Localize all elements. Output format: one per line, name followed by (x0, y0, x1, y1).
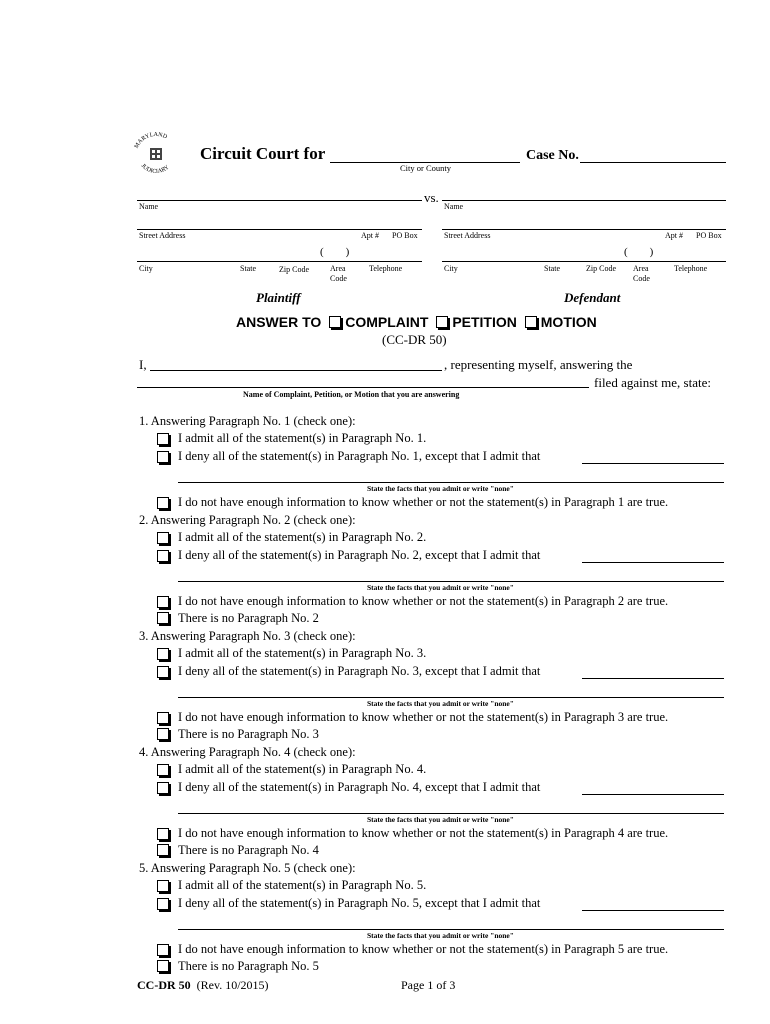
paragraph-1-admit-facts-field[interactable] (582, 463, 724, 464)
pleading-name-field[interactable] (137, 387, 589, 388)
paragraph-3-admit-checkbox[interactable] (157, 648, 169, 660)
intro-filed-against: filed against me, state: (594, 375, 711, 390)
footer-page-number: Page 1 of 3 (401, 978, 456, 992)
pleading-caption: Name of Complaint, Petition, or Motion that you are answering (243, 390, 460, 399)
paragraph-2-noinfo-checkbox[interactable] (157, 596, 169, 608)
paragraph-4-none-checkbox[interactable] (157, 844, 169, 856)
footer-form-code: CC-DR 50 (137, 978, 191, 992)
paragraph-4-admit-facts-field[interactable] (582, 794, 724, 795)
paragraph-3-noinfo-checkbox[interactable] (157, 712, 169, 724)
plaintiff-telephone-caption: Telephone (369, 264, 403, 273)
footer-revision: (Rev. 10/2015) (196, 978, 269, 992)
paragraph-1-deny-checkbox[interactable] (157, 451, 169, 463)
paragraph-4-heading: 4. Answering Paragraph No. 4 (check one): (139, 745, 356, 759)
paragraph-1-admit-facts-line[interactable] (178, 482, 724, 483)
answer-to-label: ANSWER TO (236, 314, 322, 330)
plaintiff-street-caption: Street Address (139, 231, 186, 240)
defendant-area-paren: ( ) (624, 246, 654, 258)
paragraph-4-admit-text: I admit all of the statement(s) in Paragraph No. 4. (178, 762, 427, 776)
filer-name-field[interactable] (150, 370, 442, 371)
plaintiff-city-caption: City (139, 264, 153, 273)
defendant-area-caption: Area (633, 264, 649, 273)
plaintiff-pobox-caption: PO Box (392, 231, 418, 240)
paragraph-4-admit-facts-line[interactable] (178, 813, 724, 814)
plaintiff-label: Plaintiff (256, 290, 301, 305)
defendant-apt-caption: Apt # (665, 231, 683, 240)
vs-label: vs. (424, 190, 439, 205)
defendant-street-field[interactable] (442, 229, 726, 230)
paragraph-5-deny-text: I deny all of the statement(s) in Paragraph No. 5, except that I admit that (178, 896, 541, 910)
paragraph-2-admit-checkbox[interactable] (157, 532, 169, 544)
paragraph-1-admit-text: I admit all of the statement(s) in Paragraph No. 1. (178, 431, 427, 445)
paragraph-5-admit-facts-line[interactable] (178, 929, 724, 930)
paragraph-2-none-text: There is no Paragraph No. 2 (178, 611, 319, 625)
defendant-state-caption: State (544, 264, 560, 273)
paragraph-2-admit-text: I admit all of the statement(s) in Paragraph No. 2. (178, 530, 427, 544)
plaintiff-code-caption: Code (330, 274, 347, 283)
plaintiff-area-caption: Area (330, 264, 346, 273)
paragraph-2-admit-facts-line[interactable] (178, 581, 724, 582)
paragraph-1-heading: 1. Answering Paragraph No. 1 (check one): (139, 414, 356, 428)
defendant-telephone-caption: Telephone (674, 264, 708, 273)
paragraph-1-admit-checkbox[interactable] (157, 433, 169, 445)
paragraph-3-admit-facts-line[interactable] (178, 697, 724, 698)
paragraph-2-deny-checkbox[interactable] (157, 550, 169, 562)
paragraph-3-admit-text: I admit all of the statement(s) in Paragraph No. 3. (178, 646, 427, 660)
paragraph-5-admit-facts-field[interactable] (582, 910, 724, 911)
plaintiff-name-caption: Name (139, 202, 159, 211)
petition-label: PETITION (452, 314, 517, 330)
paragraph-5-none-checkbox[interactable] (157, 960, 169, 972)
paragraph-5-noinfo-text: I do not have enough information to know whether or not the statement(s) in Paragraph 5 are true. (178, 942, 669, 956)
defendant-city-caption: City (444, 264, 458, 273)
complaint-checkbox[interactable] (329, 316, 341, 328)
plaintiff-zip-caption: Zip Code (279, 265, 309, 274)
paragraph-2-facts-caption: State the facts that you admit or write "none" (367, 583, 514, 592)
plaintiff-street-field[interactable] (137, 229, 422, 230)
defendant-street-caption: Street Address (444, 231, 491, 240)
paragraph-3-noinfo-text: I do not have enough information to know whether or not the statement(s) in Paragraph 3 are true. (178, 710, 669, 724)
paragraph-4-admit-checkbox[interactable] (157, 764, 169, 776)
motion-label: MOTION (540, 314, 597, 330)
paragraph-3-admit-facts-field[interactable] (582, 678, 724, 679)
court-label: Circuit Court for (200, 144, 326, 163)
paragraph-5-none-text: There is no Paragraph No. 5 (178, 959, 319, 973)
paragraph-2-admit-facts-field[interactable] (582, 562, 724, 563)
svg-text:JUDICIARY: JUDICIARY (139, 163, 171, 176)
paragraph-5-deny-checkbox[interactable] (157, 898, 169, 910)
paragraph-2-noinfo-text: I do not have enough information to know whether or not the statement(s) in Paragraph 2 are true. (178, 594, 669, 608)
paragraph-3-deny-text: I deny all of the statement(s) in Paragraph No. 3, except that I admit that (178, 664, 541, 678)
defendant-name-caption: Name (444, 202, 464, 211)
paragraph-3-facts-caption: State the facts that you admit or write "none" (367, 699, 514, 708)
paragraph-1-noinfo-text: I do not have enough information to know whether or not the statement(s) in Paragraph 1 are true. (178, 495, 669, 509)
maryland-judiciary-seal (128, 126, 184, 182)
paragraph-4-noinfo-checkbox[interactable] (157, 828, 169, 840)
case-label: Case No. (526, 148, 579, 163)
paragraph-1-noinfo-checkbox[interactable] (157, 497, 169, 509)
paragraph-5-facts-caption: State the facts that you admit or write "none" (367, 931, 514, 940)
paragraph-3-deny-checkbox[interactable] (157, 666, 169, 678)
defendant-code-caption: Code (633, 274, 650, 283)
defendant-zip-caption: Zip Code (586, 264, 616, 273)
plaintiff-city-field[interactable] (137, 261, 422, 262)
plaintiff-apt-caption: Apt # (361, 231, 379, 240)
intro-representing: , representing myself, answering the (444, 357, 633, 372)
plaintiff-area-paren: ( ) (320, 246, 350, 258)
paragraph-4-noinfo-text: I do not have enough information to know whether or not the statement(s) in Paragraph 4 are true. (178, 826, 669, 840)
paragraph-3-heading: 3. Answering Paragraph No. 3 (check one): (139, 629, 356, 643)
plaintiff-name-field[interactable] (137, 200, 422, 201)
paragraph-4-deny-text: I deny all of the statement(s) in Paragraph No. 4, except that I admit that (178, 780, 541, 794)
svg-text:MARYLAND: MARYLAND (133, 131, 168, 150)
paragraph-5-admit-checkbox[interactable] (157, 880, 169, 892)
paragraph-5-admit-text: I admit all of the statement(s) in Paragraph No. 5. (178, 878, 427, 892)
defendant-name-field[interactable] (442, 200, 726, 201)
footer-form-id (137, 978, 269, 993)
form-number: (CC-DR 50) (382, 332, 447, 347)
form-title (236, 314, 597, 330)
motion-checkbox[interactable] (525, 316, 537, 328)
petition-checkbox[interactable] (436, 316, 448, 328)
paragraph-2-deny-text: I deny all of the statement(s) in Paragraph No. 2, except that I admit that (178, 548, 541, 562)
paragraph-2-heading: 2. Answering Paragraph No. 2 (check one): (139, 513, 356, 527)
paragraph-3-none-text: There is no Paragraph No. 3 (178, 727, 319, 741)
paragraph-3-none-checkbox[interactable] (157, 728, 169, 740)
paragraph-1-deny-text: I deny all of the statement(s) in Paragraph No. 1, except that I admit that (178, 449, 541, 463)
defendant-label: Defendant (564, 290, 621, 305)
paragraph-2-none-checkbox[interactable] (157, 612, 169, 624)
paragraph-5-heading: 5. Answering Paragraph No. 5 (check one): (139, 861, 356, 875)
paragraph-1-facts-caption: State the facts that you admit or write "none" (367, 484, 514, 493)
plaintiff-state-caption: State (240, 264, 256, 273)
paragraph-4-facts-caption: State the facts that you admit or write "none" (367, 815, 514, 824)
paragraph-4-none-text: There is no Paragraph No. 4 (178, 843, 319, 857)
paragraph-4-deny-checkbox[interactable] (157, 782, 169, 794)
case-number-field[interactable] (580, 162, 726, 163)
paragraph-5-noinfo-checkbox[interactable] (157, 944, 169, 956)
intro-i: I, (139, 357, 147, 372)
defendant-city-field[interactable] (442, 261, 726, 262)
court-caption: City or County (400, 163, 452, 173)
defendant-pobox-caption: PO Box (696, 231, 722, 240)
complaint-label: COMPLAINT (345, 314, 429, 330)
